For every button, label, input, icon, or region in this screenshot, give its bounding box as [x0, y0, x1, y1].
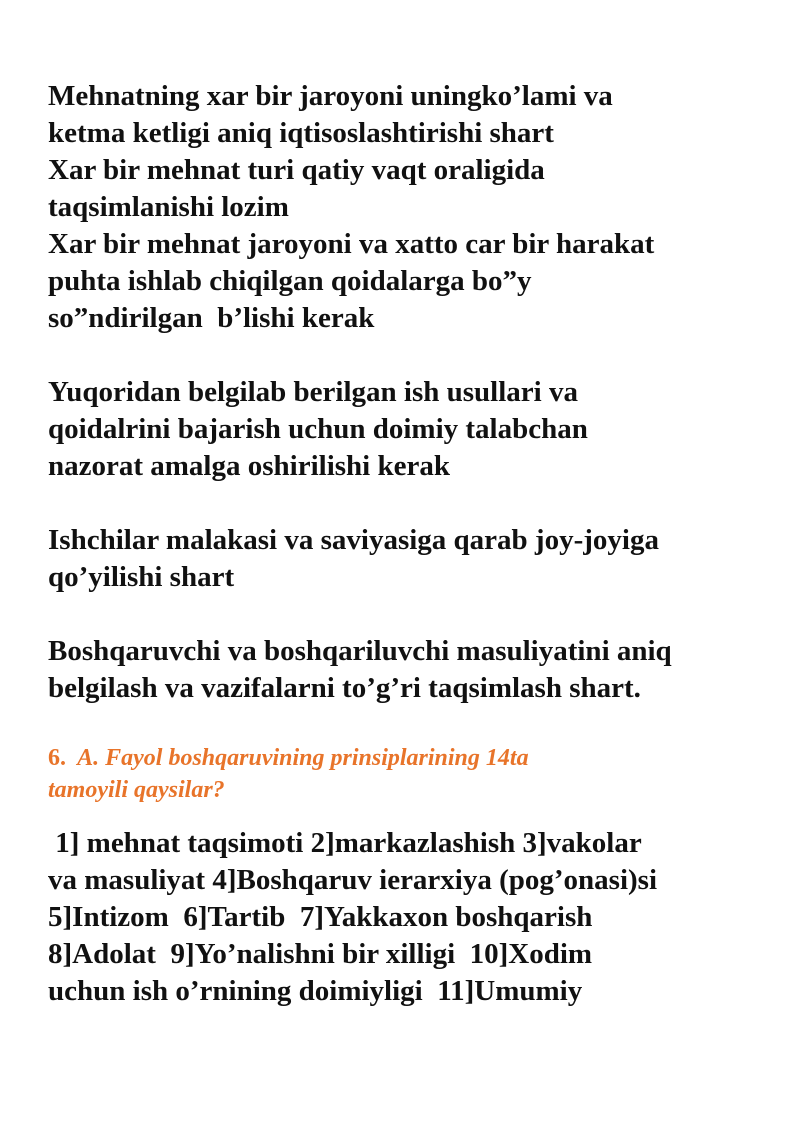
text-line: qo’yilishi shart — [48, 561, 235, 593]
paragraph-spacer — [48, 596, 760, 633]
paragraph-spacer — [48, 485, 760, 522]
question-line — [48, 742, 760, 774]
text-line: so”ndirilgan b’lishi kerak — [48, 302, 375, 334]
text-line: 8]Adolat 9]Yo’nalishni bir xilligi 10]Xodim — [48, 938, 593, 970]
paragraph-nazorat — [48, 374, 760, 485]
text-line: 5]Intizom 6]Tartib 7]Yakkaxon boshqarish — [48, 901, 593, 933]
question-text: A. Fayol boshqaruvining prinsiplarining 14ta — [77, 745, 529, 771]
paragraph-ishchilar — [48, 522, 760, 596]
text-line: ketma ketligi aniq iqtisoslashtirishi shart — [48, 117, 554, 149]
question-line: tamoyili qaysilar? — [48, 777, 225, 803]
answer-principles-list — [48, 825, 760, 1010]
question-heading — [48, 742, 760, 806]
text-line: nazorat amalga oshirilishi kerak — [48, 450, 450, 482]
paragraph-mehnat-jaroyoni — [48, 78, 760, 337]
text-line: Xar bir mehnat turi qatiy vaqt oraligida — [48, 154, 545, 186]
paragraph-spacer — [48, 337, 760, 374]
text-line: Ishchilar malakasi va saviyasiga qarab joy-joyiga — [48, 524, 659, 556]
text-line: puhta ishlab chiqilgan qoidalarga bo”y — [48, 265, 532, 297]
text-line: belgilash va vazifalarni to’g’ri taqsimlash shart. — [48, 672, 641, 704]
text-line: Boshqaruvchi va boshqariluvchi masuliyatini aniq — [48, 635, 672, 667]
text-line: uchun ish o’rnining doimiyligi 11]Umumiy — [48, 975, 583, 1007]
text-line: Mehnatning xar bir jaroyoni uningko’lami va — [48, 80, 613, 112]
text-line: qoidalrini bajarish uchun doimiy talabchan — [48, 413, 588, 445]
text-line: Xar bir mehnat jaroyoni va xatto car bir harakat — [48, 228, 655, 260]
text-line: taqsimlanishi lozim — [48, 191, 289, 223]
text-line: 1] mehnat taqsimoti 2]markazlashish 3]vakolar — [48, 827, 642, 859]
document-page — [48, 78, 760, 1010]
text-line: va masuliyat 4]Boshqaruv ierarxiya (pog’onasi)si — [48, 864, 658, 896]
text-line: Yuqoridan belgilab berilgan ish usullari va — [48, 376, 578, 408]
paragraph-boshqaruvchi — [48, 633, 760, 707]
question-number: 6. — [48, 745, 66, 771]
